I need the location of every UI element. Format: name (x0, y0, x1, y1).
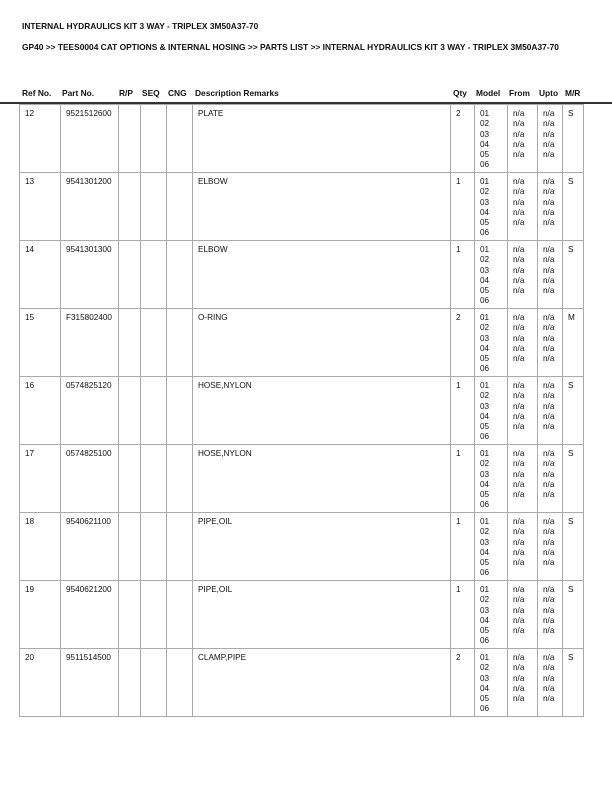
table-row (20, 173, 584, 241)
upto-line: n/a (543, 109, 555, 118)
col-ref: Ref No. (22, 88, 52, 98)
model-line: 04 (480, 547, 490, 557)
cng-cell (167, 513, 193, 581)
model-line: 06 (480, 364, 490, 374)
from-line: n/a (513, 150, 525, 160)
model-line: 01 (480, 653, 490, 662)
from-line: n/a (513, 653, 525, 662)
upto-line: n/a (543, 245, 555, 254)
from (508, 513, 538, 581)
from (508, 241, 538, 309)
model-line: 03 (480, 197, 490, 207)
seq-cell (141, 241, 167, 309)
from-line: n/a (513, 595, 525, 605)
upto-line: n/a (543, 653, 555, 662)
from-line: n/a (513, 585, 525, 594)
table-row (20, 445, 584, 513)
part-no: 9540621100 (61, 513, 119, 581)
model-line: 02 (480, 255, 490, 265)
model-line: 01 (480, 109, 490, 118)
from-line: n/a (513, 527, 525, 537)
upto-line: n/a (543, 605, 555, 615)
part-no: 9521512600 (61, 105, 119, 173)
upto-line: n/a (543, 585, 555, 594)
upto-line: n/a (543, 129, 555, 139)
col-from: From (509, 88, 530, 98)
col-seq: SEQ (142, 88, 160, 98)
upto-line: n/a (543, 343, 555, 353)
from-line: n/a (513, 605, 525, 615)
from-line: n/a (513, 626, 525, 636)
cng-cell (167, 649, 193, 717)
model-line: 04 (480, 479, 490, 489)
from-line: n/a (513, 391, 525, 401)
description: CLAMP,PIPE (193, 649, 451, 717)
upto-line: n/a (543, 411, 555, 421)
from-line: n/a (513, 381, 525, 390)
qty: 2 (451, 309, 475, 377)
ref-no: 14 (20, 241, 61, 309)
model-line: 01 (480, 245, 490, 254)
model-line: 06 (480, 160, 490, 170)
from-line: n/a (513, 469, 525, 479)
from-line: n/a (513, 323, 525, 333)
upto-line: n/a (543, 381, 555, 390)
model (475, 649, 508, 717)
upto-line: n/a (543, 275, 555, 285)
upto-line: n/a (543, 255, 555, 265)
model-line: 05 (480, 286, 490, 296)
from-line: n/a (513, 207, 525, 217)
mr: M (563, 309, 584, 377)
model-line: 05 (480, 558, 490, 568)
ref-no: 13 (20, 173, 61, 241)
page-title: INTERNAL HYDRAULICS KIT 3 WAY - TRIPLEX 3M50A37-70 (22, 21, 259, 31)
table-row (20, 105, 584, 173)
breadcrumb: GP40 >> TEES0004 CAT OPTIONS & INTERNAL HOSING >> PARTS LIST >> INTERNAL HYDRAULICS KIT 3 WAY - TRIPLEX 3M50A37-70 (22, 42, 559, 52)
from-line: n/a (513, 517, 525, 526)
cng-cell (167, 377, 193, 445)
from (508, 445, 538, 513)
from-line: n/a (513, 422, 525, 432)
mr: S (563, 377, 584, 445)
seq-cell (141, 649, 167, 717)
qty: 1 (451, 581, 475, 649)
from-line: n/a (513, 265, 525, 275)
model-line: 02 (480, 323, 490, 333)
seq-cell (141, 105, 167, 173)
model-line: 02 (480, 459, 490, 469)
model (475, 241, 508, 309)
model-line: 06 (480, 432, 490, 442)
cng-cell (167, 173, 193, 241)
model-line: 04 (480, 411, 490, 421)
upto-line: n/a (543, 547, 555, 557)
from-line: n/a (513, 109, 525, 118)
qty: 2 (451, 105, 475, 173)
seq-cell (141, 513, 167, 581)
from-line: n/a (513, 333, 525, 343)
from-line: n/a (513, 139, 525, 149)
table-row (20, 241, 584, 309)
model-line: 02 (480, 595, 490, 605)
model-line: 02 (480, 119, 490, 129)
model-line: 05 (480, 422, 490, 432)
from-line: n/a (513, 490, 525, 500)
qty: 1 (451, 241, 475, 309)
ref-no: 19 (20, 581, 61, 649)
from-line: n/a (513, 187, 525, 197)
model-line: 01 (480, 177, 490, 186)
model-line: 06 (480, 296, 490, 306)
upto-line: n/a (543, 615, 555, 625)
upto-line: n/a (543, 401, 555, 411)
ref-no: 17 (20, 445, 61, 513)
rp-cell (119, 581, 141, 649)
rp-cell (119, 445, 141, 513)
upto-line: n/a (543, 286, 555, 296)
cng-cell (167, 445, 193, 513)
upto-line: n/a (543, 197, 555, 207)
seq-cell (141, 173, 167, 241)
mr: S (563, 445, 584, 513)
cng-cell (167, 105, 193, 173)
col-model: Model (476, 88, 501, 98)
upto-line: n/a (543, 265, 555, 275)
description: ELBOW (193, 173, 451, 241)
upto (538, 241, 563, 309)
ref-no: 12 (20, 105, 61, 173)
upto-line: n/a (543, 150, 555, 160)
from-line: n/a (513, 119, 525, 129)
model-line: 06 (480, 228, 490, 238)
from-line: n/a (513, 459, 525, 469)
model-line: 04 (480, 207, 490, 217)
from-line: n/a (513, 343, 525, 353)
cng-cell (167, 309, 193, 377)
upto (538, 445, 563, 513)
mr: S (563, 241, 584, 309)
part-no: F315802400 (61, 309, 119, 377)
part-no: 0574825120 (61, 377, 119, 445)
ref-no: 16 (20, 377, 61, 445)
seq-cell (141, 445, 167, 513)
upto (538, 513, 563, 581)
model-line: 02 (480, 527, 490, 537)
upto-line: n/a (543, 449, 555, 458)
upto-line: n/a (543, 479, 555, 489)
description: HOSE,NYLON (193, 377, 451, 445)
model-line: 03 (480, 537, 490, 547)
upto-line: n/a (543, 333, 555, 343)
model-line: 05 (480, 694, 490, 704)
ref-no: 20 (20, 649, 61, 717)
col-part: Part No. (62, 88, 95, 98)
upto-line: n/a (543, 187, 555, 197)
table-row (20, 309, 584, 377)
col-rp: R/P (119, 88, 133, 98)
rp-cell (119, 241, 141, 309)
col-upto: Upto (539, 88, 559, 98)
upto-line: n/a (543, 391, 555, 401)
from-line: n/a (513, 558, 525, 568)
upto-line: n/a (543, 683, 555, 693)
upto (538, 173, 563, 241)
model-line: 04 (480, 683, 490, 693)
mr: S (563, 581, 584, 649)
upto-line: n/a (543, 537, 555, 547)
upto-line: n/a (543, 626, 555, 636)
from-line: n/a (513, 411, 525, 421)
seq-cell (141, 309, 167, 377)
seq-cell (141, 581, 167, 649)
from-line: n/a (513, 129, 525, 139)
upto-line: n/a (543, 177, 555, 186)
from-line: n/a (513, 177, 525, 186)
mr: S (563, 513, 584, 581)
col-qty: Qty (453, 88, 467, 98)
upto-line: n/a (543, 313, 555, 322)
qty: 1 (451, 445, 475, 513)
upto-line: n/a (543, 422, 555, 432)
model-line: 02 (480, 663, 490, 673)
part-no: 9540621200 (61, 581, 119, 649)
model-line: 06 (480, 568, 490, 578)
model-line: 01 (480, 449, 490, 458)
rp-cell (119, 309, 141, 377)
part-no: 9541301200 (61, 173, 119, 241)
from-line: n/a (513, 673, 525, 683)
from (508, 309, 538, 377)
from (508, 105, 538, 173)
upto-line: n/a (543, 673, 555, 683)
from-line: n/a (513, 286, 525, 296)
from-line: n/a (513, 537, 525, 547)
model-line: 01 (480, 381, 490, 390)
mr: S (563, 105, 584, 173)
ref-no: 15 (20, 309, 61, 377)
from-line: n/a (513, 615, 525, 625)
part-no: 9511514500 (61, 649, 119, 717)
upto-line: n/a (543, 694, 555, 704)
qty: 1 (451, 173, 475, 241)
from-line: n/a (513, 218, 525, 228)
model (475, 309, 508, 377)
model-line: 01 (480, 517, 490, 526)
description: HOSE,NYLON (193, 445, 451, 513)
cng-cell (167, 581, 193, 649)
rp-cell (119, 513, 141, 581)
rp-cell (119, 377, 141, 445)
col-cng: CNG (168, 88, 187, 98)
table-row (20, 581, 584, 649)
model-line: 06 (480, 704, 490, 714)
rp-cell (119, 173, 141, 241)
from-line: n/a (513, 694, 525, 704)
model-line: 03 (480, 605, 490, 615)
model-line: 04 (480, 615, 490, 625)
upto-line: n/a (543, 490, 555, 500)
from (508, 377, 538, 445)
from-line: n/a (513, 197, 525, 207)
from-line: n/a (513, 313, 525, 322)
description: O-RING (193, 309, 451, 377)
upto-line: n/a (543, 469, 555, 479)
rp-cell (119, 105, 141, 173)
from-line: n/a (513, 245, 525, 254)
description: ELBOW (193, 241, 451, 309)
model (475, 445, 508, 513)
upto (538, 377, 563, 445)
upto-line: n/a (543, 119, 555, 129)
from-line: n/a (513, 479, 525, 489)
from-line: n/a (513, 255, 525, 265)
upto (538, 309, 563, 377)
table-row (20, 377, 584, 445)
model-line: 02 (480, 187, 490, 197)
upto-line: n/a (543, 218, 555, 228)
model-line: 05 (480, 218, 490, 228)
description: PLATE (193, 105, 451, 173)
upto-line: n/a (543, 207, 555, 217)
table-row (20, 513, 584, 581)
cng-cell (167, 241, 193, 309)
model-line: 03 (480, 265, 490, 275)
description: PIPE,OIL (193, 513, 451, 581)
upto-line: n/a (543, 595, 555, 605)
seq-cell (141, 377, 167, 445)
from-line: n/a (513, 663, 525, 673)
from (508, 173, 538, 241)
model-line: 03 (480, 129, 490, 139)
model-line: 05 (480, 150, 490, 160)
upto-line: n/a (543, 663, 555, 673)
model (475, 581, 508, 649)
qty: 2 (451, 649, 475, 717)
from-line: n/a (513, 275, 525, 285)
upto-line: n/a (543, 139, 555, 149)
model (475, 513, 508, 581)
upto-line: n/a (543, 323, 555, 333)
model-line: 06 (480, 636, 490, 646)
table-row (20, 649, 584, 717)
model-line: 05 (480, 626, 490, 636)
from-line: n/a (513, 354, 525, 364)
qty: 1 (451, 377, 475, 445)
model-line: 04 (480, 139, 490, 149)
model-line: 03 (480, 401, 490, 411)
upto (538, 105, 563, 173)
upto-line: n/a (543, 558, 555, 568)
upto-line: n/a (543, 517, 555, 526)
ref-no: 18 (20, 513, 61, 581)
model-line: 01 (480, 313, 490, 322)
upto (538, 649, 563, 717)
model-line: 03 (480, 469, 490, 479)
rp-cell (119, 649, 141, 717)
qty: 1 (451, 513, 475, 581)
model-line: 04 (480, 275, 490, 285)
mr: S (563, 649, 584, 717)
model-line: 05 (480, 490, 490, 500)
from-line: n/a (513, 401, 525, 411)
model (475, 377, 508, 445)
parts-table (19, 104, 584, 717)
upto-line: n/a (543, 527, 555, 537)
model (475, 173, 508, 241)
col-desc: Description Remarks (195, 88, 279, 98)
from (508, 649, 538, 717)
model-line: 03 (480, 673, 490, 683)
from-line: n/a (513, 683, 525, 693)
from (508, 581, 538, 649)
part-no: 9541301300 (61, 241, 119, 309)
from-line: n/a (513, 547, 525, 557)
upto-line: n/a (543, 354, 555, 364)
model-line: 04 (480, 343, 490, 353)
model (475, 105, 508, 173)
model-line: 03 (480, 333, 490, 343)
col-mr: M/R (565, 88, 581, 98)
upto-line: n/a (543, 459, 555, 469)
model-line: 05 (480, 354, 490, 364)
from-line: n/a (513, 449, 525, 458)
model-line: 06 (480, 500, 490, 510)
mr: S (563, 173, 584, 241)
description: PIPE,OIL (193, 581, 451, 649)
upto (538, 581, 563, 649)
model-line: 02 (480, 391, 490, 401)
model-line: 01 (480, 585, 490, 594)
part-no: 0574825100 (61, 445, 119, 513)
